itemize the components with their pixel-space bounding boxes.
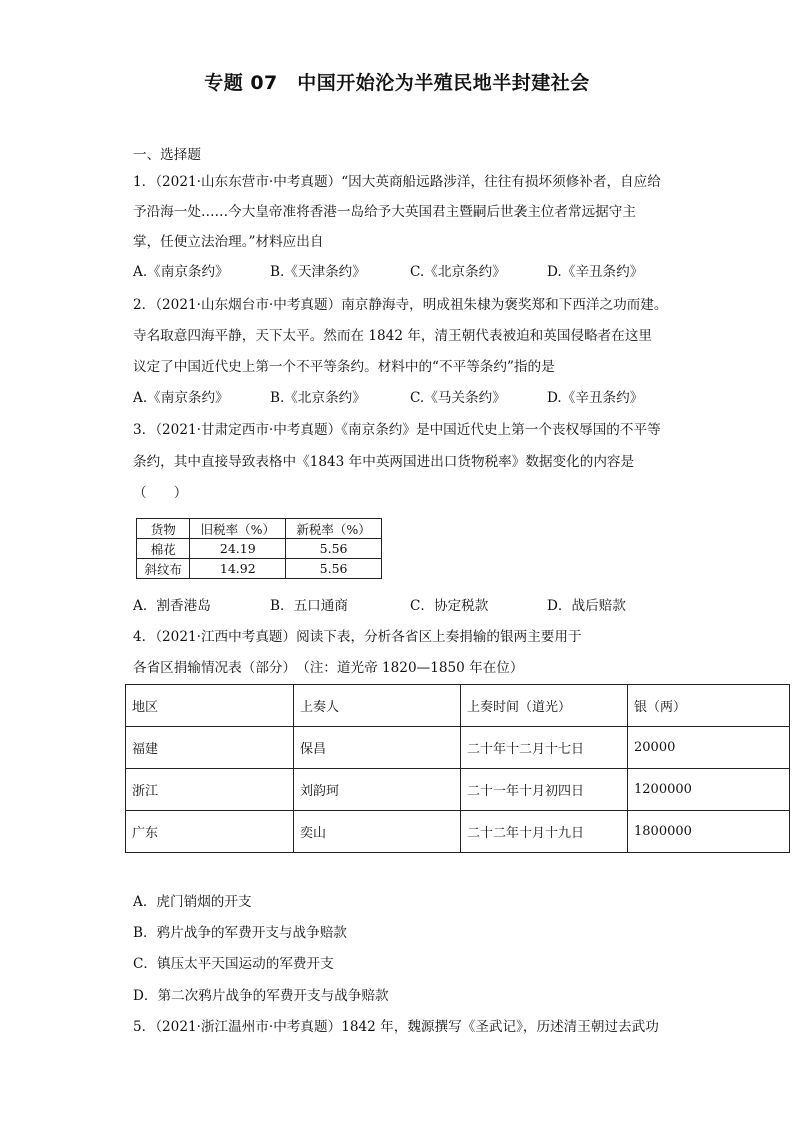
table-cell: 广东 (126, 811, 294, 853)
q2-option-d: D.《辛丑条约》 (547, 390, 644, 406)
q3-line-1: 3．（2021·甘肃定西市·中考真题）《南京条约》是中国近代史上第一个丧权辱国的不平等 (133, 422, 661, 438)
q2-line-1: 2．（2021·山东烟台市·中考真题）南京静海寺，明成祖朱棣为褒奖郑和下西洋之功而建。 (133, 297, 668, 313)
q1-line-2: 予沿海一处……今大皇帝准将香港一岛给予大英国君主暨嗣后世袭主位者常远据守主 (133, 204, 636, 220)
table-cell: 二十一年十月初四日 (461, 769, 628, 811)
table-cell: 棉花 (137, 539, 190, 559)
q3-line-3: （ ） (133, 485, 188, 501)
table-cell: 二十年十二月十七日 (461, 727, 628, 769)
table-cell: 20000 (628, 727, 790, 769)
table-header-cell: 上奏时间（道光） (461, 685, 628, 727)
table-row (137, 559, 382, 579)
table-cell: 福建 (126, 727, 294, 769)
tariff-table (136, 518, 382, 579)
q1-option-d: D.《辛丑条约》 (547, 264, 644, 280)
table-header-cell: 上奏人 (294, 685, 461, 727)
q4-line-1: 4．（2021·江西中考真题）阅读下表，分析各省区上奏捐输的银两主要用于 (133, 629, 582, 645)
q1-option-a: A.《南京条约》 (133, 264, 229, 280)
q2-line-3: 议定了中国近代史上第一个不平等条约。材料中的“不平等条约”指的是 (133, 359, 555, 375)
q4-option-a: A．虎门销烟的开支 (133, 894, 252, 910)
table-cell: 1800000 (628, 811, 790, 853)
q3-option-b: B．五口通商 (270, 598, 348, 614)
table-cell: 5.56 (286, 539, 382, 559)
q3-option-a: A．割香港岛 (133, 598, 211, 614)
table-row (126, 769, 790, 811)
table-cell: 保昌 (294, 727, 461, 769)
table-cell: 斜纹布 (137, 559, 190, 579)
q2-option-b: B.《北京条约》 (270, 390, 366, 406)
table-header-cell: 银（两） (628, 685, 790, 727)
table-cell: 5.56 (286, 559, 382, 579)
table-header-cell: 旧税率（%） (190, 519, 286, 539)
q2-option-a: A.《南京条约》 (133, 390, 229, 406)
q3-option-c: C．协定税款 (410, 598, 489, 614)
table-cell: 浙江 (126, 769, 294, 811)
table-cell: 奕山 (294, 811, 461, 853)
table-row (137, 539, 382, 559)
q5-line-1: 5．（2021·浙江温州市·中考真题）1842 年，魏源撰写《圣武记》，历述清王朝过去武功 (133, 1019, 659, 1035)
table-cell: 1200000 (628, 769, 790, 811)
page-title: 专题 07 中国开始沦为半殖民地半封建社会 (204, 72, 590, 94)
table-row (126, 811, 790, 853)
q4-option-d: D．第二次鸦片战争的军费开支与战争赔款 (133, 988, 389, 1004)
q4-table-caption: 各省区捐输情况表（部分） （注：道光帝 1820—1850 年在位） (133, 660, 524, 676)
q3-option-d: D．战后赔款 (547, 598, 626, 614)
table-row (126, 727, 790, 769)
q1-line-1: 1．（2021·山东东营市·中考真题）“因大英商船远路涉洋，往往有损坏须修补者，自应给 (133, 174, 661, 190)
donation-table (125, 684, 790, 853)
table-cell: 二十二年十月十九日 (461, 811, 628, 853)
q4-option-c: C．镇压太平天国运动的军费开支 (133, 956, 334, 972)
table-cell: 14.92 (190, 559, 286, 579)
table-header-cell: 新税率（%） (286, 519, 382, 539)
q1-line-3: 掌，任便立法治理。”材料应出自 (133, 234, 324, 250)
q1-option-c: C.《北京条约》 (410, 264, 506, 280)
q1-option-b: B.《天津条约》 (270, 264, 366, 280)
table-header-row (126, 685, 790, 727)
table-header-cell: 货物 (137, 519, 190, 539)
q2-line-2: 寺名取意四海平静，天下太平。然而在 1842 年，清王朝代表被迫和英国侵略者在这里 (133, 328, 653, 344)
q2-option-c: C.《马关条约》 (410, 390, 506, 406)
q3-line-2: 条约，其中直接导致表格中《1843 年中英两国进出口货物税率》数据变化的内容是 (133, 454, 635, 470)
table-header-cell: 地区 (126, 685, 294, 727)
table-header-row (137, 519, 382, 539)
q4-option-b: B．鸦片战争的军费开支与战争赔款 (133, 925, 347, 941)
table-cell: 刘韵珂 (294, 769, 461, 811)
section-heading: 一、选择题 (133, 147, 201, 163)
table-cell: 24.19 (190, 539, 286, 559)
